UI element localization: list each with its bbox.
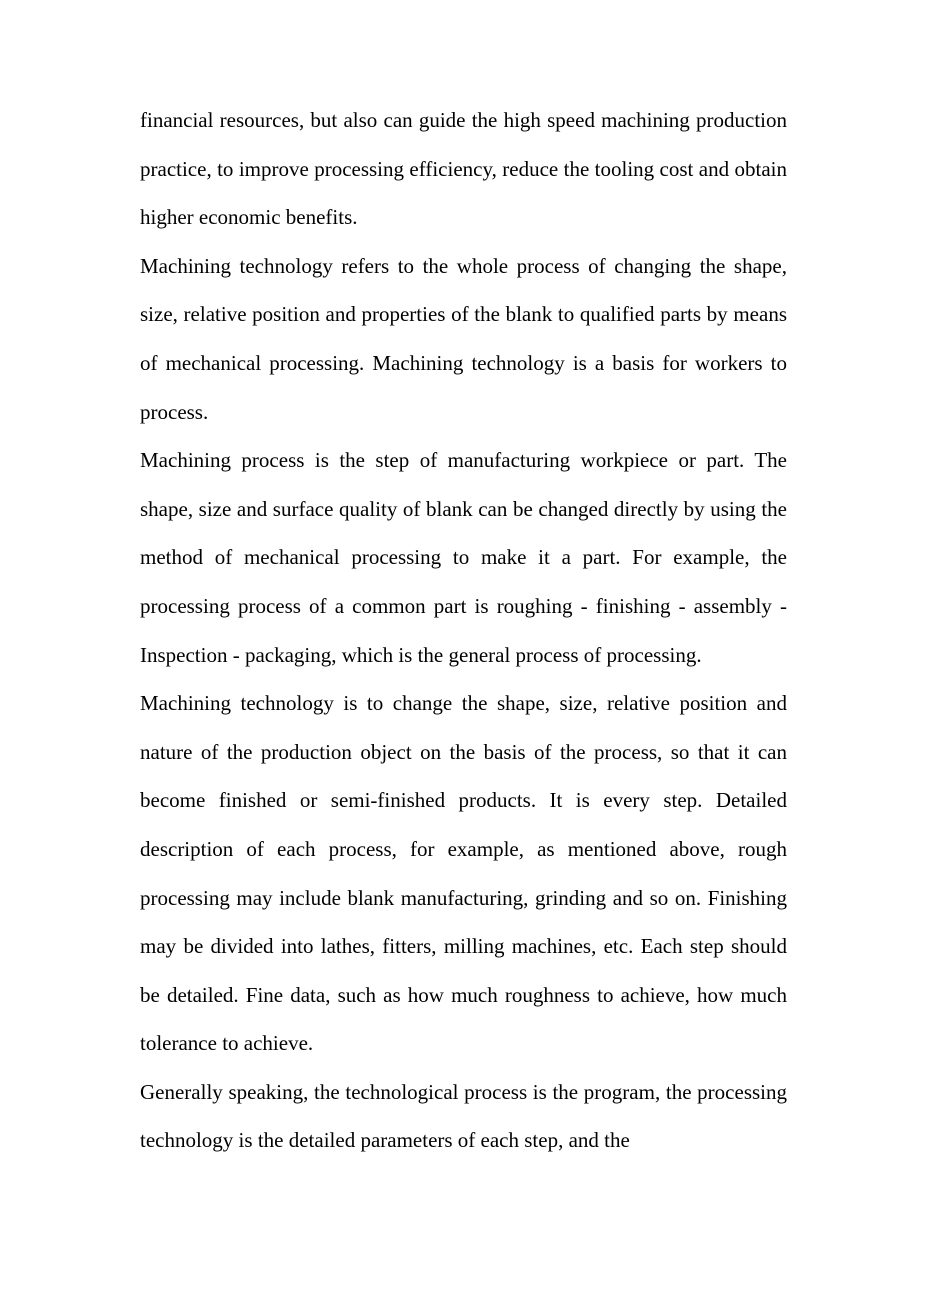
paragraph: financial resources, but also can guide the high speed machining production practice, to improve processing efficiency, reduce the tooling cost and obtain higher economic benefits.: [140, 108, 787, 230]
paragraph: Generally speaking, the technological process is the program, the processing technology is the detailed parameters of each step, and the: [140, 1079, 787, 1153]
paragraph: Machining technology is to change the shape, size, relative position and nature of the production object on the basis of the process, so that it can become finished or semi-finished products. It is every step. Detailed description of each process, for example, as mentioned above, rough processing may include blank manufacturing, grinding and so on. Finishing may be divided into lathes, fitters, milling machines, etc. Each step should be detailed. Fine data, such as how much roughness to achieve, how much tolerance to achieve.: [140, 691, 787, 1056]
paragraph: Machining process is the step of manufacturing workpiece or part. The shape, size and surface quality of blank can be changed directly by using the method of mechanical processing to make it a part. For example, the processing process of a common part is roughing - finishing - assembly - Inspection - packaging, which is the general process of processing.: [140, 448, 787, 667]
paragraph: Machining technology refers to the whole process of changing the shape, size, relative position and properties of the blank to qualified parts by means of mechanical processing. Machining technology is a basis for workers to process.: [140, 253, 787, 424]
